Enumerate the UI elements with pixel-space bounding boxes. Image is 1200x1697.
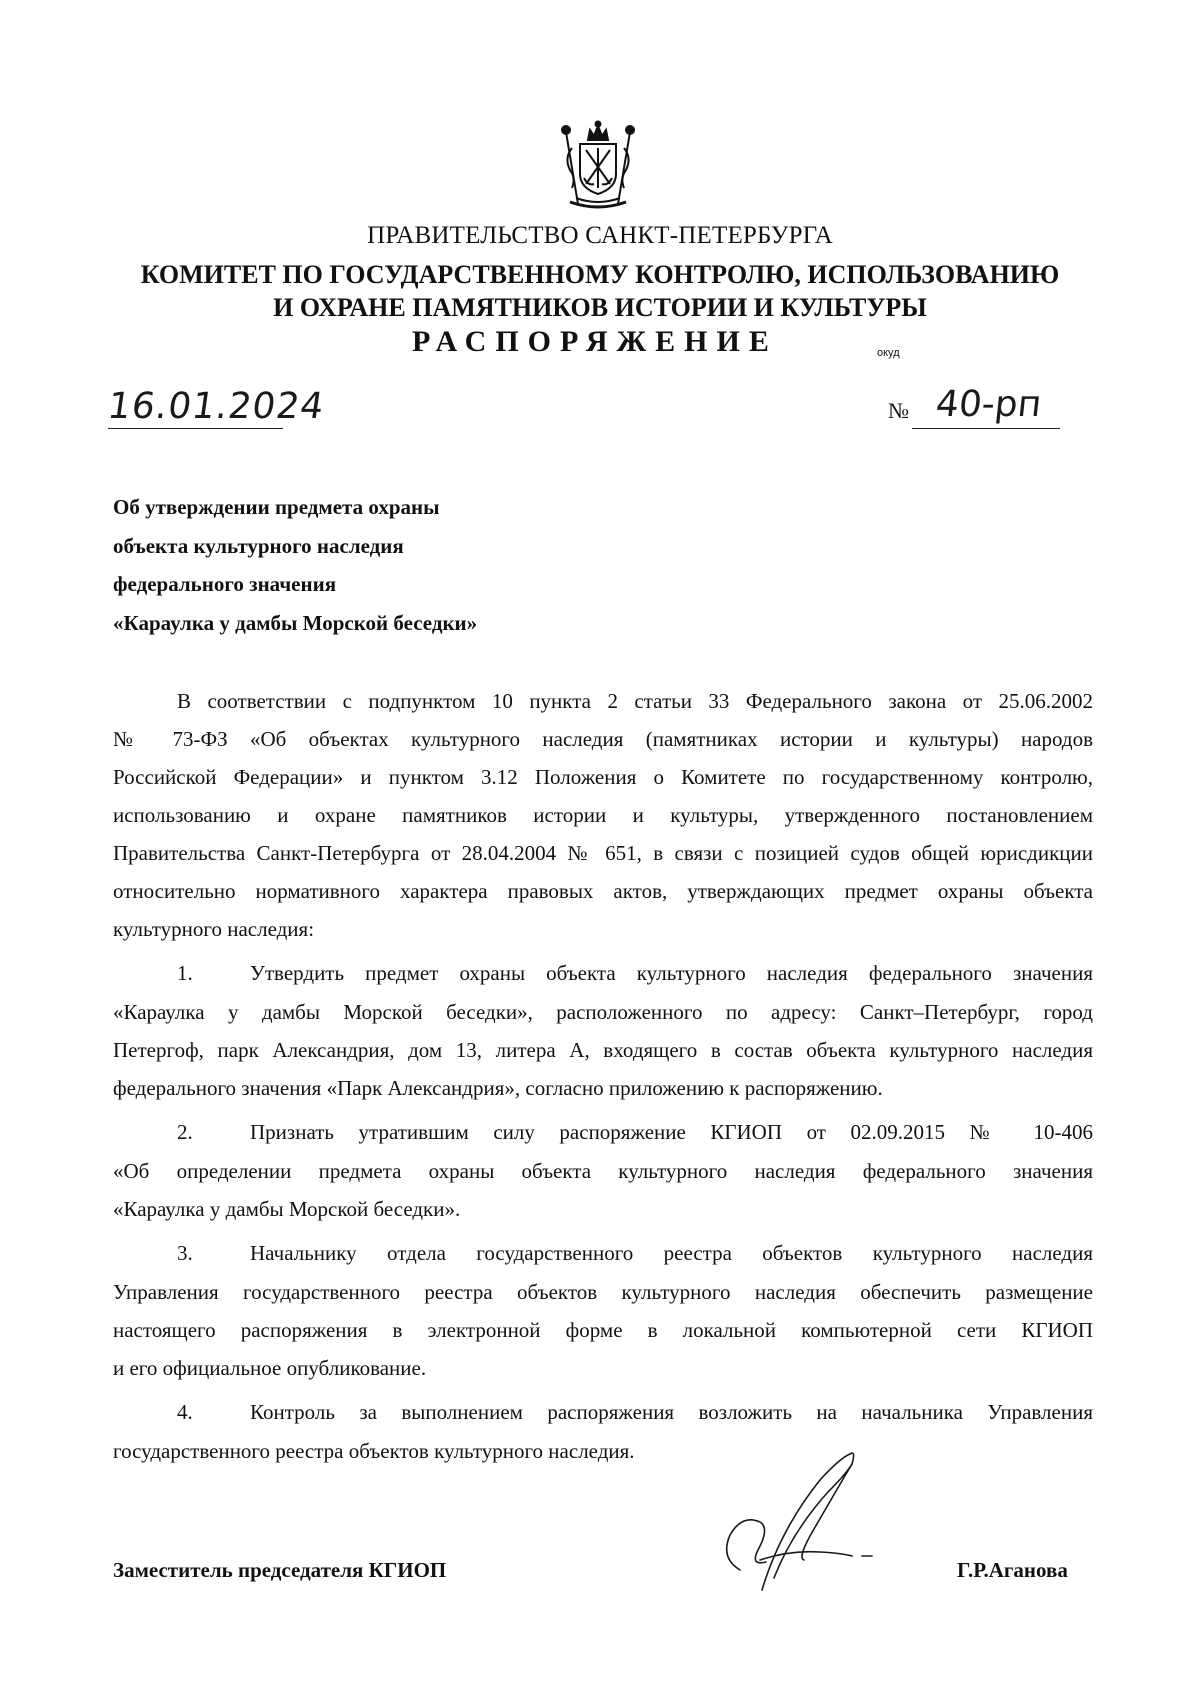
item-text: Контроль за выполнением распоряжения возложить на начальника Управления (250, 1400, 1093, 1424)
st-petersburg-coat-of-arms-icon (550, 118, 646, 214)
signatory-name: Г.Р.Аганова (957, 1558, 1068, 1582)
subject-line: Об утверждении предмета охраны (113, 495, 440, 519)
document-date: 16.01.2024 (105, 386, 328, 427)
preamble-line: относительно нормативного характера правовых актов, утверждающих предмет охраны объекта (113, 879, 1093, 903)
preamble-line: использованию и охране памятников истории и культуры, утвержденного постановлением (113, 803, 1093, 827)
subject-line: «Караулка у дамбы Морской беседки» (113, 610, 478, 635)
item-number: 1. (177, 961, 193, 985)
document-subject (113, 488, 477, 642)
item-text: «Об определении предмета охраны объекта культурного наследия федерального значения (113, 1159, 1093, 1183)
item-text: Признать утратившим силу распоряжение КГИОП от 02.09.2015 № 10-406 (250, 1120, 1093, 1144)
item-text: «Караулка у дамбы Морской беседки». (113, 1197, 461, 1221)
item-text: Управления государственного реестра объектов культурного наследия обеспечить размещение (113, 1280, 1093, 1304)
committee-name-line-2: И ОХРАНЕ ПАМЯТНИКОВ ИСТОРИИ И КУЛЬТУРЫ (273, 293, 927, 322)
committee-name-line-1: КОМИТЕТ ПО ГОСУДАРСТВЕННОМУ КОНТРОЛЮ, ИСПОЛЬЗОВАНИЮ (140, 260, 1060, 289)
okud-label: окуд (877, 347, 900, 359)
subject-line: федерального значения (113, 572, 337, 596)
date-underline (108, 428, 283, 429)
preamble-line: Правительства Санкт-Петербурга от 28.04.2004 № 651, в связи с позицией судов общей юрисдикции (113, 841, 1093, 865)
preamble-line: культурного наследия: (113, 917, 315, 941)
item-number: 2. (177, 1120, 193, 1144)
preamble-line: № 73-ФЗ «Об объектах культурного наследия (памятниках истории и культуры) народов (113, 727, 1093, 751)
item-text: и его официальное опубликование. (113, 1356, 427, 1380)
preamble-line: В соответствии с подпунктом 10 пункта 2 статьи 33 Федерального закона от 25.06.2002 (177, 689, 1093, 713)
subject-line: объекта культурного наследия (113, 533, 404, 558)
item-text: Начальнику отдела государственного реестра объектов культурного наследия (250, 1241, 1093, 1265)
item-text: государственного реестра объектов культурного наследия. (113, 1439, 635, 1463)
signatory-position: Заместитель председателя КГИОП (113, 1558, 447, 1582)
preamble-line: Российской Федерации» и пунктом 3.12 Положения о Комитете по государственному контролю, (113, 765, 1093, 789)
item-text: Петергоф, парк Александрия, дом 13, литера А, входящего в состав объекта культурного наследия (113, 1038, 1093, 1062)
item-number: 3. (177, 1241, 193, 1265)
government-name: ПРАВИТЕЛЬСТВО САНКТ-ПЕТЕРБУРГА (367, 222, 833, 249)
number-underline (912, 428, 1060, 429)
item-text: Утвердить предмет охраны объекта культурного наследия федерального значения (250, 961, 1093, 985)
document-number: 40-рп (933, 384, 1044, 425)
handwritten-signature (700, 1440, 880, 1600)
item-text: федерального значения «Парк Александрия», согласно приложению к распоряжению. (113, 1076, 883, 1100)
item-text: «Караулка у дамбы Морской беседки», расположенного по адресу: Санкт–Петербург, город (113, 1000, 1093, 1024)
item-text: настоящего распоряжения в электронной форме в локальной компьютерной сети КГИОП (113, 1318, 1093, 1342)
document-type-title: РАСПОРЯЖЕНИЕ (412, 325, 778, 358)
number-label: № (888, 398, 909, 423)
item-number: 4. (177, 1400, 193, 1424)
